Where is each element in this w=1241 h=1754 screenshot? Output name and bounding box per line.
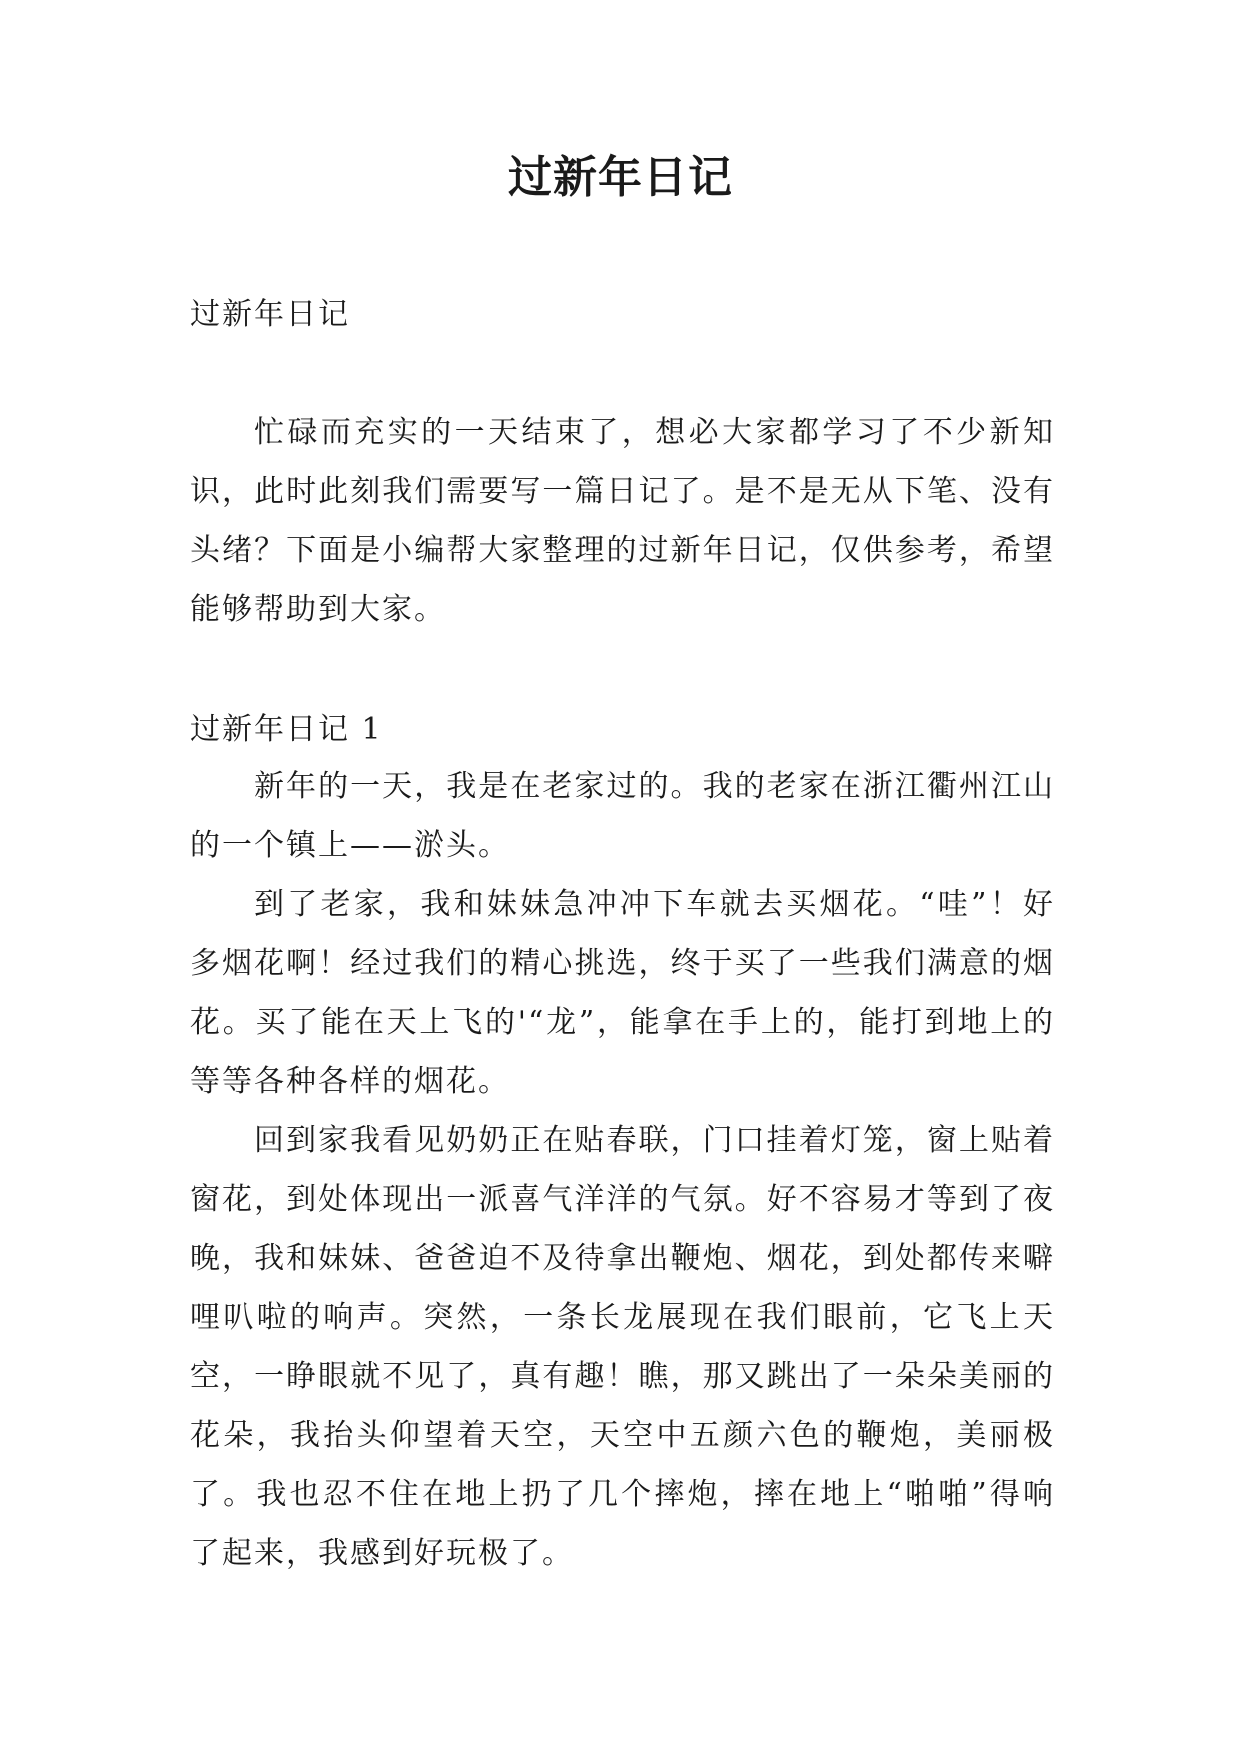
section-paragraph: 回到家我看见奶奶正在贴春联，门口挂着灯笼，窗上贴着窗花，到处体现出一派喜气洋洋的气氛。好不容易才等到了夜晚，我和妹妹、爸爸迫不及待拿出鞭炮、烟花，到处都传来噼哩叭啦的响声。突然，一条长龙展现在我们眼前，它飞上天空，一睁眼就不见了，真有趣！瞧，那又跳出了一朵朵美丽的花朵，我抬头仰望着天空，天空中五颜六色的鞭炮，美丽极了。我也忍不住在地上扔了几个摔炮，摔在地上“啪啪”得响了起来，我感到好玩极了。: [190, 1123, 1055, 1571]
document-subtitle: 过新年日记: [190, 297, 350, 332]
intro-paragraph: 忙碌而充实的一天结束了，想必大家都学习了不少新知识，此时此刻我们需要写一篇日记了。是不是无从下笔、没有头绪？下面是小编帮大家整理的过新年日记，仅供参考，希望能够帮助到大家。: [190, 415, 1055, 627]
section-paragraph: 到了老家，我和妹妹急冲冲下车就去买烟花。“哇”！好多烟花啊！经过我们的精心挑选，终于买了一些我们满意的烟花。买了能在天上飞的'“龙”，能拿在手上的，能打到地上的等等各种各样的烟花。: [190, 887, 1055, 1099]
section-paragraph: 新年的一天，我是在老家过的。我的老家在浙江衢州江山的一个镇上——淤头。: [190, 769, 1055, 863]
document-title: 过新年日记: [508, 152, 733, 203]
section-heading: 过新年日记 1: [190, 712, 383, 747]
section-body: [190, 757, 1055, 1583]
